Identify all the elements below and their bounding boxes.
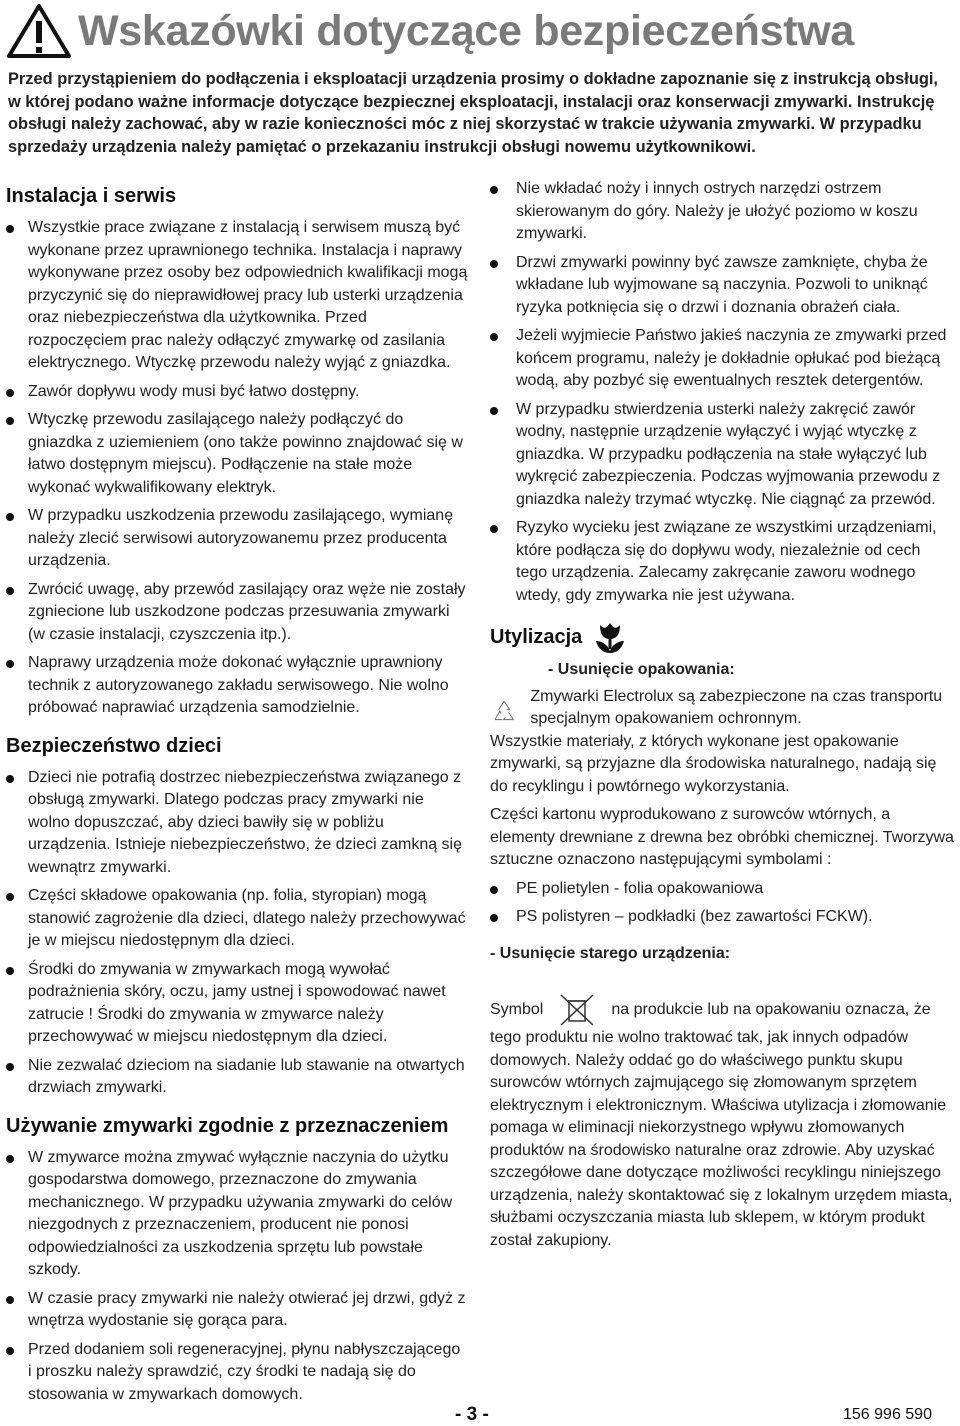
packaging-heading: - Usunięcie opakowania:: [548, 661, 735, 678]
list-item: Nie zezwalać dzieciom na siadanie lub stawanie na otwartych drzwiach zmywarki.: [6, 1055, 468, 1100]
list-item: PE polietylen - folia opakowaniowa: [490, 878, 955, 901]
list-item: Przed dodaniem soli regeneracyjnej, płynu nabłyszczającego i proszku należy sprawdzić, czy środki te nadają się do stosowania w zmywarkach domowych.: [6, 1339, 468, 1407]
list-item: Nie wkładać noży i innych ostrych narzędzi ostrzem skierowanym do góry. Należy je ułożyć poziomo w koszu zmywarki.: [490, 178, 955, 246]
old-appliance-heading: - Usunięcie starego urządzenia:: [490, 944, 731, 962]
list-item: Części składowe opakowania (np. folia, styropian) mogą stanowić zagrożenie dla dzieci, dlatego należy przechowywać je w miejscu niedostępnym dla dzieci.: [6, 885, 468, 953]
list-item: Dzieci nie potrafią dostrzec niebezpieczeństwa związanego z obsługą zmywarki. Dlatego podczas pracy zmywarki nie wolno dopuszczać, aby dzieci bawiły się w pobliżu urządzenia. Istnieje niebezpieczeństwo, że dzieci zamkną się wewnątrz zmywarki.: [6, 767, 468, 880]
list-item: W przypadku uszkodzenia przewodu zasilającego, wymianę należy zlecić serwisowi autoryzowanemu przez producenta urządzenia.: [6, 505, 468, 573]
page-title: Wskazówki dotyczące bezpieczeństwa: [78, 6, 855, 55]
list-item: W przypadku stwierdzenia usterki należy zakręcić zawór wodny, następnie urządzenie wyłączyć i wyjąć wtyczkę z gniazdka. W przypadku podłączenia na stałe wyłączyć lub wykręcić zabezpieczenia. Podczas wyjmowania przewodu z gniazdka należy trzymać wtyczkę. Nie ciągnąć za przewód.: [490, 399, 955, 512]
list-item: Zawór dopływu wody musi być łatwo dostępny.: [6, 381, 468, 404]
intro-paragraph: Przed przystąpieniem do podłączenia i eksploatacji urządzenia prosimy o dokładne zapoznanie się z instrukcją obsługi, w której podano ważne informacje dotyczące bezpiecznej eksploatacji, instalacji oraz konserwacji zmywarki. Instrukcję obsługi należy zachować, aby w razie konieczności móc z niej skorzystać w trakcie używania zmywarki. W przypadku sprzedaży urządzenia należy pamiętać o przekazaniu instrukcji obsługi nowemu użytkownikowi.: [8, 70, 938, 156]
list-item: Zwrócić uwagę, aby przewód zasilający oraz węże nie zostały zgniecione lub uszkodzone podczas przesuwania zmywarki (w czasie instalacji, czyszczenia itp.).: [6, 579, 468, 647]
warning-triangle-icon: [6, 3, 72, 59]
recycle-icon: [490, 691, 518, 731]
packaging-first-line: Zmywarki Electrolux są zabezpieczone na czas transportu specjalnym opakowaniem ochronnym.: [530, 687, 943, 727]
crossed-bin-icon: [557, 993, 597, 1027]
packaging-paragraph-2: Wszystkie materiały, z których wykonane jest opakowanie zmywarki, są przyjazne dla środowiska naturalnego, nadają się do recyklingu i powtórnego wykorzystania.: [490, 732, 937, 795]
usage-heading: Używanie zmywarki zgodnie z przeznaczeniem: [6, 1114, 449, 1137]
list-item: Wtyczkę przewodu zasilającego należy podłączyć do gniazdka z uziemieniem (ono także powinno znajdować się w łatwo dostępnym miejscu). Podłączenie na stałe może wykonać wykwalifikowany elektryk.: [6, 409, 468, 499]
symbol-row: [490, 993, 955, 1027]
title-row: [6, 2, 854, 60]
children-section: [6, 734, 468, 1100]
right-safety-list: [490, 178, 955, 607]
children-list: [6, 767, 468, 1100]
symbol-word: Symbol: [490, 1000, 544, 1018]
right-column: [490, 178, 955, 1258]
list-item: PS polistyren – podkładki (bez zawartości FCKW).: [490, 906, 955, 929]
list-item: W zmywarce można zmywać wyłącznie naczynia do użytku gospodarstwa domowego, przeznaczone do zmywania mechanicznego. W przypadku używania zmywarki do celów niezgodnych z przeznaczeniem, producent nie ponosi odpowiedzialności za uszkodzenia sprzętu lub powstałe szkody.: [6, 1147, 468, 1282]
installation-list: [6, 217, 468, 720]
document-code: 156 996 590: [843, 1406, 932, 1423]
usage-list: [6, 1147, 468, 1407]
left-column: [6, 178, 468, 1420]
old-appliance-text: tego produktu nie wolno traktować tak, jak innych odpadów domowych. Należy oddać go do właściwego punktu skupu surowców wtórnych zajmującego się złomowanym sprzętem elektrycznym i elektronicznym. Właściwa utylizacja i złomowanie pomaga w eliminacji niekorzystnego wpływu złomowanych produktów na środowisko naturalne oraz zdrowie. Aby uzyskać szczegółowe dane dotyczące możliwości recyklingu niniejszego urządzenia, należy skontaktować się z lokalnym urzędem miasta, służbami oczyszczania miasta lub sklepem, w którym produkt został zakupiony.: [490, 1029, 953, 1249]
list-item: Drzwi zmywarki powinny być zawsze zamknięte, chyba że wkładane lub wyjmowane są naczynia. Pozwoli to uniknąć ryzyka potknięcia się o drzwi i doznania obrażeń ciała.: [490, 252, 955, 320]
list-item: Jeżeli wyjmiecie Państwo jakieś naczynia ze zmywarki przed końcem programu, należy je dokładnie opłukać pod bieżącą wodą, aby pozbyć się ewentualnych resztek detergentów.: [490, 325, 955, 393]
disposal-heading: Utylizacja: [490, 626, 583, 648]
installation-heading: Instalacja i serwis: [6, 185, 177, 207]
children-heading: Bezpieczeństwo dzieci: [6, 734, 222, 757]
installation-section: [6, 184, 468, 720]
packaging-paragraph-3: Części kartonu wyprodukowano z surowców wtórnych, a elementy drewniane z drewna bez obróbki chemicznej. Tworzywa sztuczne oznaczono następującymi symbolami :: [490, 806, 954, 868]
list-item: W czasie pracy zmywarki nie należy otwierać jej drzwi, gdyż z wnętrza wydostanie się gorąca para.: [6, 1288, 468, 1333]
symbol-description: na produkcie lub na opakowaniu oznacza, że: [611, 1000, 931, 1018]
recycle-line: [490, 686, 955, 731]
tulip-environment-icon: [592, 619, 628, 655]
plastics-list: [490, 878, 955, 929]
usage-section: [6, 1114, 468, 1407]
disposal-header: [490, 619, 955, 655]
page-number: - 3 -: [455, 1404, 489, 1425]
list-item: Naprawy urządzenia może dokonać wyłącznie uprawniony technik z autoryzowanego zakładu serwisowego. Nie wolno próbować naprawiać urządzenia samodzielnie.: [6, 652, 468, 720]
list-item: Ryzyko wycieku jest związane ze wszystkimi urządzeniami, które podłącza się do dopływu wody, niezależnie od cech tego urządzenia. Zalecamy zakręcanie zaworu wodnego wtedy, gdy zmywarka nie jest używana.: [490, 517, 955, 607]
list-item: Środki do zmywania w zmywarkach mogą wywołać podrażnienia skóry, oczu, jamy ustnej i spowodować nawet zatrucie ! Środki do zmywania w zmywarce należy przechowywać w miejscu niedostępnym dla dzieci.: [6, 959, 468, 1049]
list-item: Wszystkie prace związane z instalacją i serwisem muszą być wykonane przez uprawnionego technika. Instalacja i naprawy wykonywane przez osoby bez odpowiednich kwalifikacji mogą przyczynić się do nieprawidłowej pracy lub usterki urządzenia oraz niebezpieczeństwa dla użytkownika. Przed rozpoczęciem prac należy odłączyć zmywarkę od zasilania elektrycznego. Wtyczkę przewodu należy wyjąć z gniazdka.: [6, 217, 468, 375]
